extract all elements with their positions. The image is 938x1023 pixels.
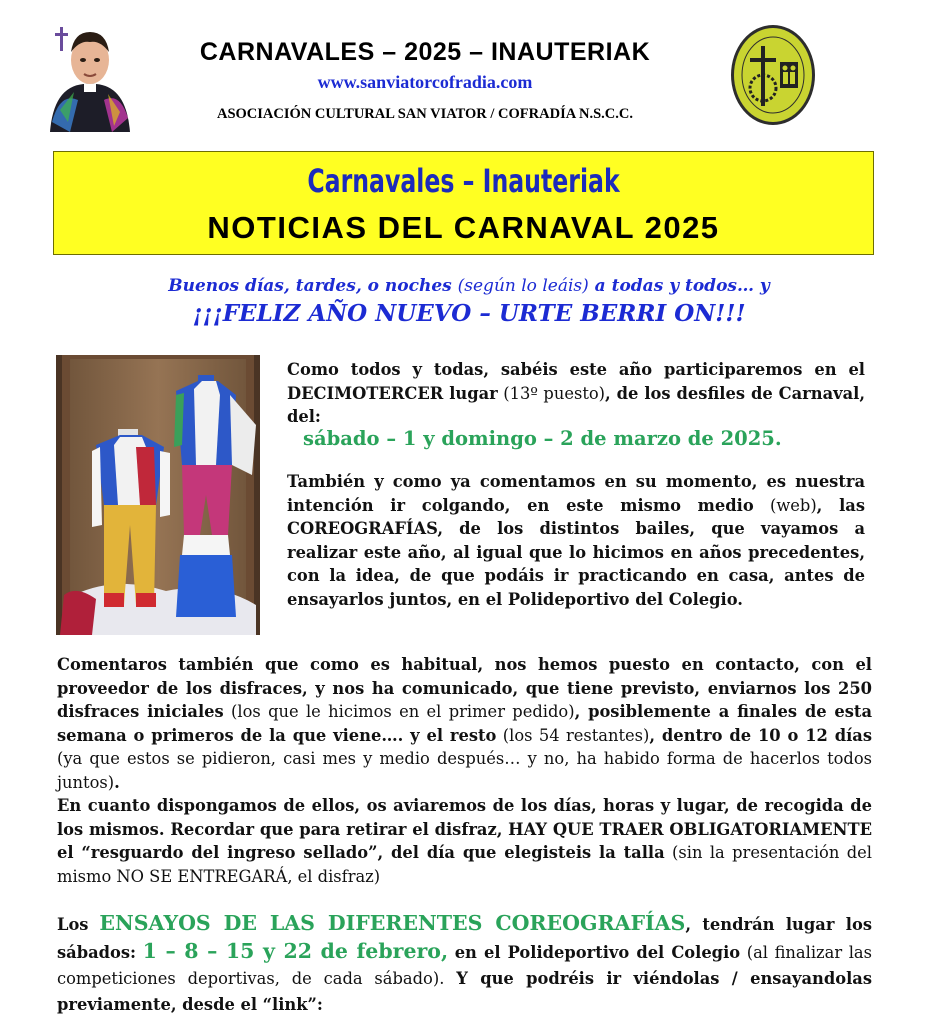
banner-title: Carnavales – Inauteriak: [307, 162, 620, 200]
website-link[interactable]: www.sanviatorcofradia.com: [317, 72, 533, 92]
para4-c: , tendrán lugar los sábados:: [57, 915, 872, 962]
carnival-costumes-photo: [56, 355, 260, 635]
document-title: CARNAVALES – 2025 – INAUTERIAK: [199, 38, 651, 66]
para3-i: (sin la presentación del mismo NO SE ENTREGARÁ, el disfraz): [57, 843, 872, 886]
para4-b: ENSAYOS DE LAS DIFERENTES COREOGRAFÍAS: [99, 911, 686, 935]
para3-f: (ya que estos se pidieron, casi mes y medio después… y no, ha habido forma de hacerlos todos juntos): [57, 749, 872, 792]
para3-b: (los que le hicimos en el primer pedido): [231, 702, 575, 721]
para3-e: , dentro de 10 o 12 días: [649, 725, 873, 745]
rehearsal-dates: 1 – 8 – 15 y 22 de febrero,: [142, 939, 449, 963]
greeting-part2: (según lo leáis): [457, 276, 589, 296]
para2-a: También y como ya comentamos en su momento, es nuestra intención ir colgando, en este mismo medio: [287, 472, 865, 515]
para3-a: Comentaros también que como es habitual, nos hemos puesto en contacto, con el proveedor de los disfraces, y nos ha comunicado, que tiene previsto, enviarnos los 250 disfraces iniciales: [57, 655, 872, 721]
para2-c: , las COREOGRAFÍAS, de los distintos bailes, que vayamos a realizar este año, al igual que lo hicimos en años precedentes, con la idea, de que podáis ir practicando en casa, antes de ensayarlos juntos, en el Polideportivo del Colegio.: [287, 495, 865, 609]
para4-g: Y que podréis ir viéndolas / ensayandolas previamente, desde el “link”:: [57, 969, 872, 1014]
paragraph-costumes: [57, 653, 872, 888]
paragraph-participation: [287, 358, 865, 429]
para3-c: , posiblemente a finales de esta semana o primeros de la que viene…. y el resto: [57, 702, 873, 745]
greeting-line: [40, 276, 898, 296]
paragraph-rehearsals: [57, 910, 872, 1018]
para4-f: (al finalizar las competiciones deportivas, de cada sábado).: [57, 943, 872, 988]
news-banner: [53, 151, 874, 255]
para4-a: Los: [57, 915, 89, 934]
para2-b: (web): [769, 495, 817, 515]
para3-h: En cuanto dispongamos de ellos, os aviaremos de los días, horas y lugar, de recogida de los mismos. Recordar que para retirar el disfraz, HAY QUE TRAER OBLIGATORIAMENTE el “resguardo del ingreso sellado”, del día que elegisteis la talla: [57, 796, 872, 862]
para3-d: (los 54 restantes): [502, 725, 650, 745]
para3-g: .: [114, 772, 120, 792]
cofradia-crest-logo: [728, 22, 818, 128]
priest-portrait-logo: [40, 22, 140, 140]
greeting-part1: Buenos días, tardes, o noches: [168, 276, 452, 296]
para1-b: (13º puesto): [503, 383, 606, 403]
para1-c: , de los desfiles de Carnaval, del:: [287, 383, 865, 426]
para4-e: en el Polideportivo del Colegio: [454, 943, 741, 962]
para1-a: Como todos y todas, sabéis este año participaremos en el DECIMOTERCER lugar: [287, 360, 865, 403]
parade-dates: sábado – 1 y domingo – 2 de marzo de 2025.: [303, 427, 782, 450]
greeting-part3: a todas y todos… y: [594, 276, 770, 296]
association-name: ASOCIACIÓN CULTURAL SAN VIATOR / COFRADÍA N.S.C.C.: [216, 106, 633, 122]
banner-subtitle: NOTICIAS DEL CARNAVAL 2025: [207, 210, 720, 245]
new-year-greeting: ¡¡¡FELIZ AÑO NUEVO – URTE BERRI ON!!!: [192, 300, 746, 327]
paragraph-choreographies: [287, 470, 865, 611]
